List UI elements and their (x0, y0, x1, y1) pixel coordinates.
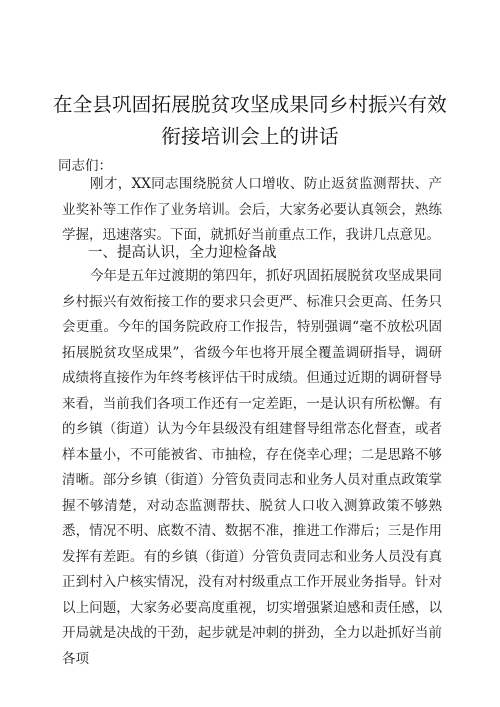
salutation: 同志们： (58, 158, 112, 174)
document-title-line-2: 衔接培训会上的讲话 (161, 125, 339, 148)
section-1-heading: 一、提高认识，全力迎检备战 (88, 245, 277, 261)
intro-paragraph: 刚才，XX同志围绕脱贫人口增收、防止返贫监测帮扶、产业奖补等工作作了业务培训。会后，大家务必要认真领会，熟练学握，迅速落实。下面，就抓好当前重点工作，我讲几点意见。 (62, 176, 442, 243)
section-1-paragraph: 今年是五年过渡期的第四年，抓好巩固拓展脱贫攻坚成果同乡村振兴有效衔接工作的要求只会更严、标准只会更高、任务只会更重。今年的国务院政府工作报告，特别强调“毫不放松巩固拓展脱贫攻坚成果”，省级今年也将开展全覆盖调研指导，调研成绩将直接作为年终考核评估干时成绩。但通过近期的调研督导来看，当前我们各项工作还有一定差距，一是认识有所松懈。有的乡镇（街道）认为今年县级没有组建督导组常态化督查，或者样本量小，不可能被省、市抽检，存在侥幸心理；二是思路不够清晰。部分乡镇（街道）分管负责同志和业务人员对重点政策掌握不够清楚，对动态监测帮扶、脱贫人口收入测算政策不够熟悉，情况不明、底数不清、数据不准，推进工作滞后；三是作用发挥有差距。有的乡镇（街道）分管负责同志和业务人员没有真正到村入户核实情况，没有对村级重点工作开展业务指导。针对以上问题，大家务必要高度重视，切实增强紧迫感和责任感，以开局就是决战的干劲，起步就是冲刺的拼劲，全力以赴抓好当前各项 (62, 268, 442, 667)
document-title-line-1: 在全县巩固拓展脱贫攻坚成果同乡村振兴有效 (52, 93, 447, 116)
